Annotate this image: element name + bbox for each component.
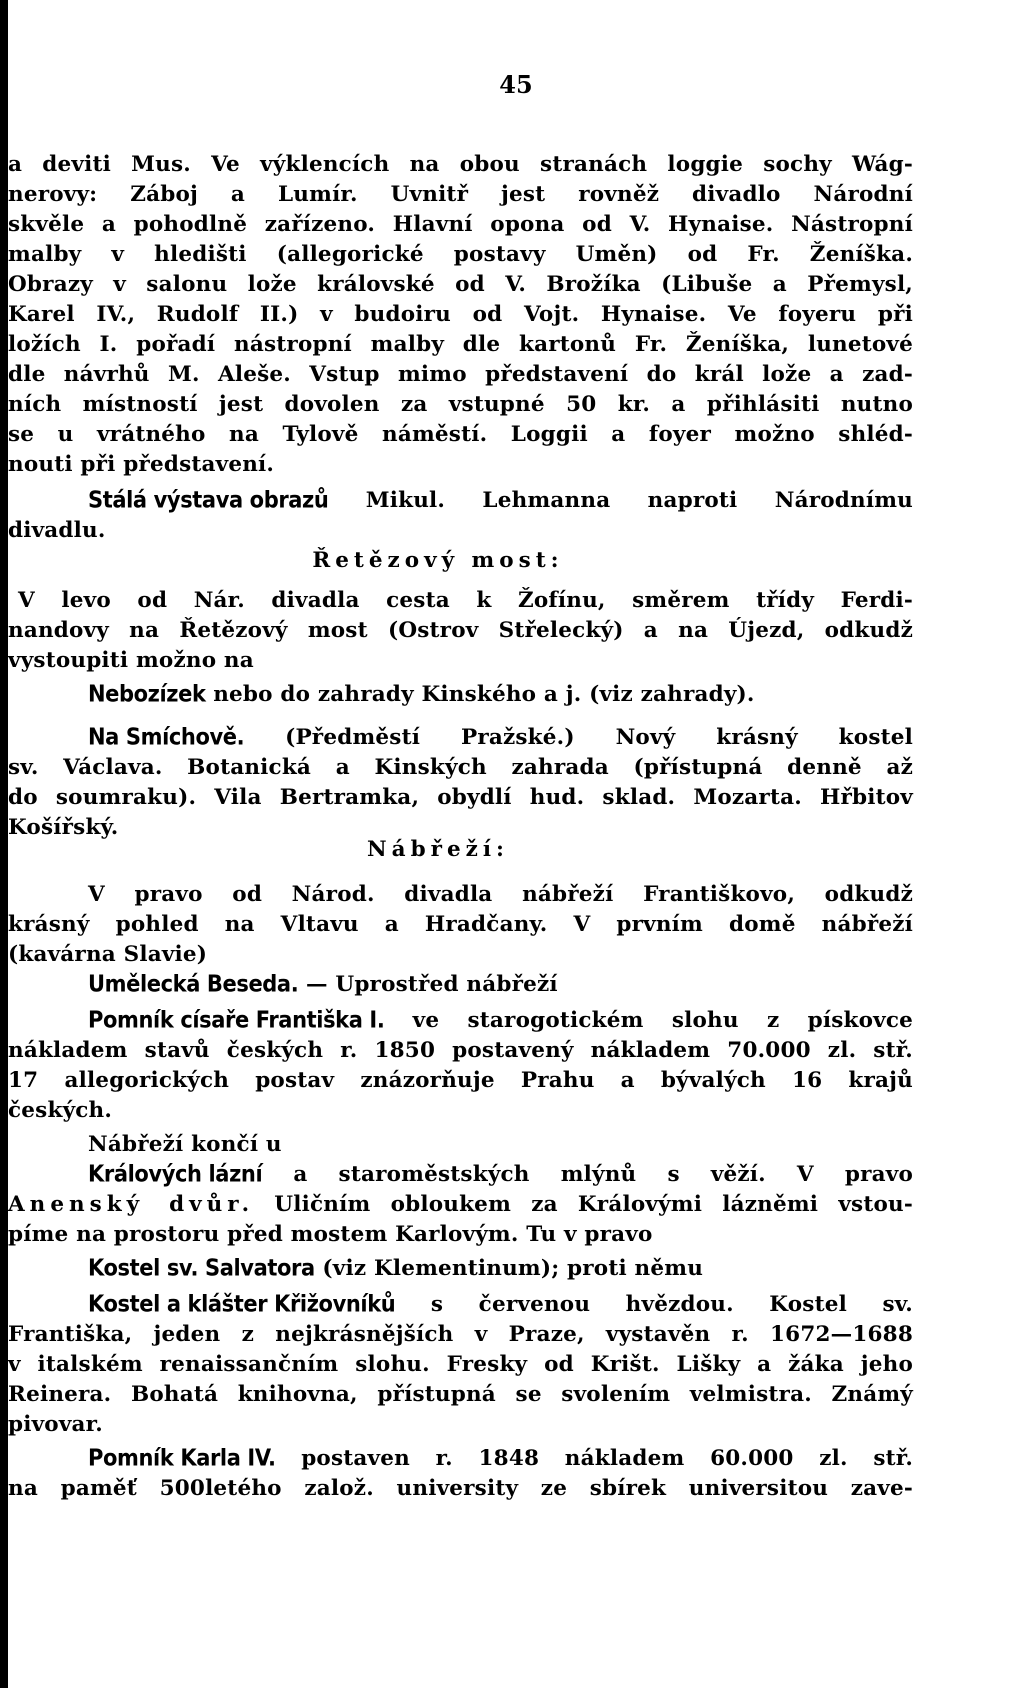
text-line: v italském renaissančním slohu. Fresky od Krišt. Lišky a žáka jeho — [8, 1352, 913, 1377]
section-heading: Kostel sv. Salvatora — [88, 1254, 315, 1281]
text-line: českých. — [8, 1098, 113, 1123]
text-line: nerovy: Záboj a Lumír. Uvnitř jest rovněž divadlo Národní — [8, 182, 913, 207]
text-line: na paměť 500letého založ. university ze sbírek universitou zave- — [8, 1476, 913, 1501]
text-line: pivovar. — [8, 1412, 103, 1437]
section-heading: Kostel a klášter Křižovníků — [88, 1290, 396, 1317]
text-line: 17 allegorických postav znázorňuje Prahu a bývalých 16 krajů — [8, 1068, 913, 1093]
section-heading: Nebozízek — [88, 680, 206, 707]
section-heading: Stálá výstava obrazů — [88, 486, 329, 513]
text-line: Stálá výstava obrazů Mikul. Lehmanna naproti Národnímu — [88, 486, 913, 516]
text-line: skvěle a pohodlně zařízeno. Hlavní opona od V. Hynaise. Nástropní — [8, 212, 913, 237]
text-line: Pomník císaře Františka I. ve starogotickém slohu z pískovce — [88, 1006, 913, 1036]
text-line: Nebozízek nebo do zahrady Kinského a j. (viz zahrady). — [88, 680, 913, 710]
text-line: Pomník Karla IV. postaven r. 1848 nákladem 60.000 zl. stř. — [88, 1444, 913, 1474]
section-heading: Anenský dvůr. — [8, 1192, 255, 1217]
text-line: se u vrátného na Tylově náměstí. Loggii a foyer možno shléd- — [8, 422, 913, 447]
text-line: sv. Václava. Botanická a Kinských zahrada (přístupná denně až — [8, 755, 913, 780]
text-line: Umělecká Beseda. — Uprostřed nábřeží — [88, 970, 913, 1000]
text-line: a deviti Mus. Ve výklencích na obou stranách loggie sochy Wág- — [8, 152, 913, 177]
text-line: V levo od Nár. divadla cesta k Žofínu, směrem třídy Ferdi- — [18, 588, 913, 613]
text-line: Kostel a klášter Křižovníků s červenou hvězdou. Kostel sv. — [88, 1290, 913, 1320]
text-line: Obrazy v salonu lože královské od V. Brožíka (Libuše a Přemysl, — [8, 272, 913, 297]
section-heading: Umělecká Beseda. — [88, 970, 299, 997]
section-heading: Pomník císaře Františka I. — [88, 1006, 385, 1033]
text-line: Na Smíchově. (Předměstí Pražské.) Nový krásný kostel — [88, 723, 913, 753]
text-line: divadlu. — [8, 518, 106, 543]
section-heading: Na Smíchově. — [88, 723, 245, 750]
text-line: nouti při představení. — [8, 452, 275, 477]
section-heading: Pomník Karla IV. — [88, 1444, 276, 1471]
text-line: dle návrhů M. Aleše. Vstup mimo představení do král lože a zad- — [8, 362, 913, 387]
section-title: Řetězový most: — [312, 548, 564, 573]
text-line: Králových lázní a staroměstských mlýnů s věží. V pravo — [88, 1160, 913, 1190]
text-line: Reinera. Bohatá knihovna, přístupná se svolením velmistra. Známý — [8, 1382, 913, 1407]
text-line: (kavárna Slavie) — [8, 942, 208, 967]
text-line: Košířský. — [8, 815, 119, 840]
text-line: nákladem stavů českých r. 1850 postavený nákladem 70.000 zl. stř. — [8, 1038, 913, 1063]
text-line: Nábřeží končí u — [88, 1132, 282, 1157]
book-page — [8, 0, 1024, 1688]
text-line: Anenský dvůr. Uličním obloukem za Královými lázněmi vstou- — [8, 1192, 913, 1217]
text-line: píme na prostoru před mostem Karlovým. Tu v pravo — [8, 1222, 653, 1247]
text-line: Karel IV., Rudolf II.) v budoiru od Vojt. Hynaise. Ve foyeru při — [8, 302, 913, 327]
text-line: krásný pohled na Vltavu a Hradčany. V prvním domě nábřeží — [8, 912, 913, 937]
text-line: malby v hledišti (allegorické postavy Uměn) od Fr. Ženíška. — [8, 242, 913, 267]
text-line: V pravo od Národ. divadla nábřeží Františkovo, odkudž — [88, 882, 913, 907]
page-number: 45 — [499, 70, 533, 99]
text-line: do soumraku). Vila Bertramka, obydlí hud. sklad. Mozarta. Hřbitov — [8, 785, 913, 810]
text-line: ložích I. pořadí nástropní malby dle kartonů Fr. Ženíška, lunetové — [8, 332, 913, 357]
text-line: Františka, jeden z nejkrásnějších v Praze, vystavěn r. 1672—1688 — [8, 1322, 913, 1347]
text-line: vystoupiti možno na — [8, 648, 254, 673]
text-line: nandovy na Řetězový most (Ostrov Střelecký) a na Újezd, odkudž — [8, 618, 913, 643]
text-line: Kostel sv. Salvatora (viz Klementinum); proti němu — [88, 1254, 913, 1284]
section-title: Nábřeží: — [367, 837, 509, 862]
text-line: ních místností jest dovolen za vstupné 50 kr. a přihlásiti nutno — [8, 392, 913, 417]
section-heading: Králových lázní — [88, 1160, 263, 1187]
